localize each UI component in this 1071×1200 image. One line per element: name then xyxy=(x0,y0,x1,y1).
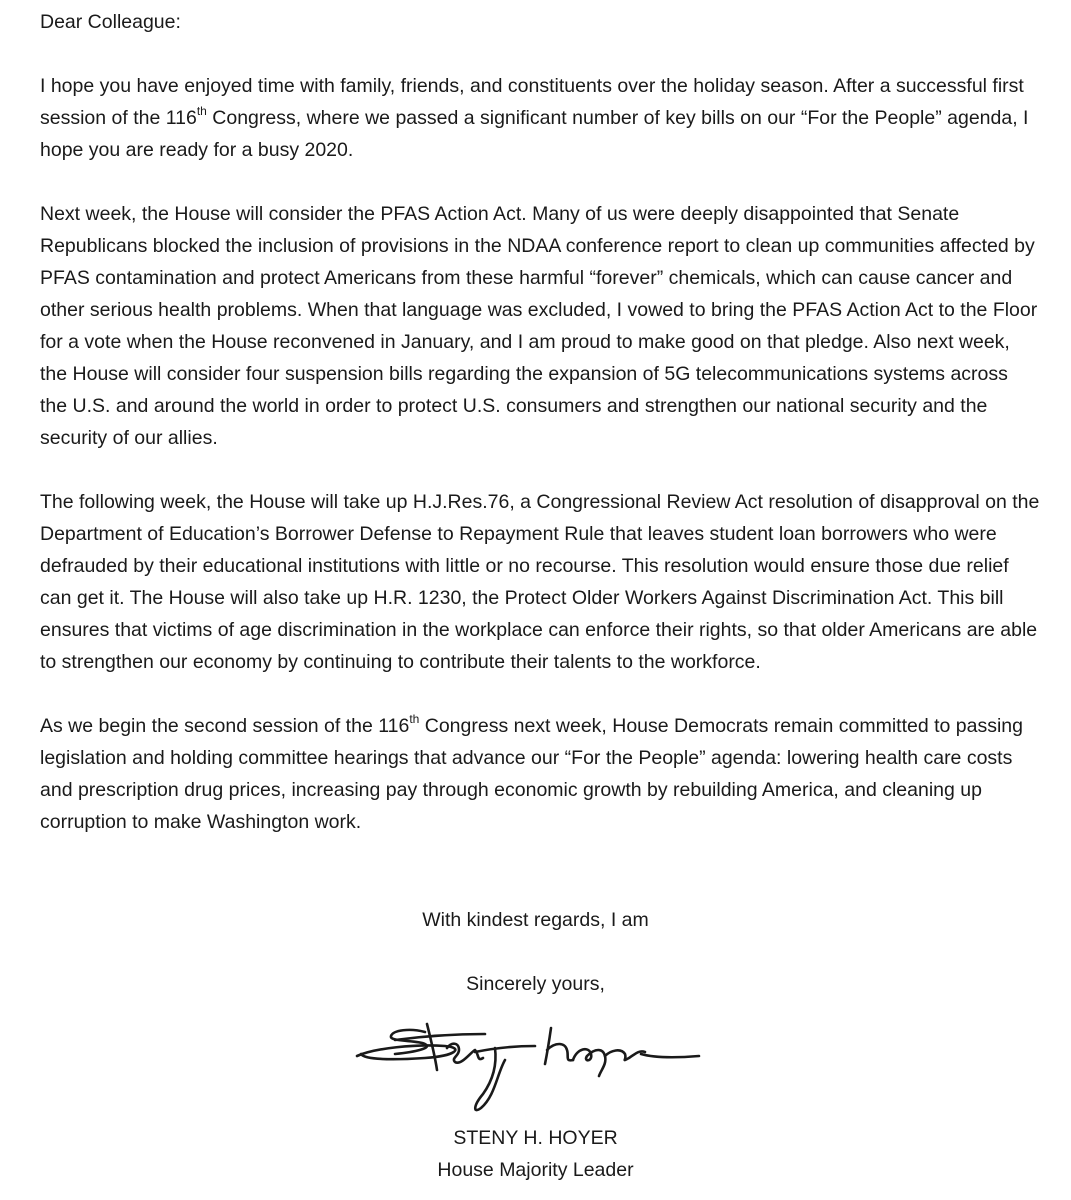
ordinal-suffix: th xyxy=(196,104,207,118)
paragraph-pfas: Next week, the House will consider the PFAS Action Act. Many of us were deeply disappointed that Senate Republicans blocked the inclusion of provisions in the NDAA conference report to clean up communities affected by PFAS contamination and protect Americans from these harmful “forever” chemicals, which can cause cancer and other serious health problems. When that language was excluded, I vowed to bring the PFAS Action Act to the Floor for a vote when the House reconvened in January, and I am proud to make good on that pledge. Also next week, the House will consider four suspension bills regarding the expansion of 5G telecommunications systems across the U.S. and around the world in order to protect U.S. consumers and strengthen our national security and the security of our allies. xyxy=(40,203,1038,449)
letter-body xyxy=(40,6,1040,838)
salutation: Dear Colleague: xyxy=(40,11,181,33)
signer-title: House Majority Leader xyxy=(437,1159,634,1181)
paragraph-second-session-part-b: Congress next week, House Democrats remain committed to passing legislation and holding committee hearings that advance our “For the People” agenda: lowering health care costs and prescription drug prices, increasing pay through economic growth by rebuilding America, and cleaning up corruption to make Washington work. xyxy=(40,715,1023,833)
paragraph-intro-part-b: Congress, where we passed a significant number of key bills on our “For the People” agenda, I hope you are ready for a busy 2020. xyxy=(40,107,1029,161)
paragraph-intro xyxy=(40,70,1040,166)
closing-line: With kindest regards, I am xyxy=(422,909,649,931)
handwritten-signature xyxy=(355,1018,705,1118)
paragraph-following-week: The following week, the House will take up H.J.Res.76, a Congressional Review Act resolution of disapproval on the Department of Education’s Borrower Defense to Repayment Rule that leaves student loan borrowers who were defrauded by their educational institutions with little or no recourse. This resolution would ensure those due relief can get it. The House will also take up H.R. 1230, the Protect Older Workers Against Discrimination Act. This bill ensures that victims of age discrimination in the workplace can enforce their rights, so that older Americans are able to strengthen our economy by continuing to contribute their talents to the workforce. xyxy=(40,491,1040,673)
paragraph-second-session xyxy=(40,710,1040,838)
paragraph-second-session-part-a: As we begin the second session of the 116 xyxy=(40,715,410,737)
signoff: Sincerely yours, xyxy=(466,973,605,995)
ordinal-suffix: th xyxy=(409,712,420,726)
paragraph-intro-part-a: I hope you have enjoyed time with family, friends, and constituents over the holiday season. After a successful first session of the 116 xyxy=(40,75,1024,129)
signer-name: STENY H. HOYER xyxy=(453,1127,618,1149)
